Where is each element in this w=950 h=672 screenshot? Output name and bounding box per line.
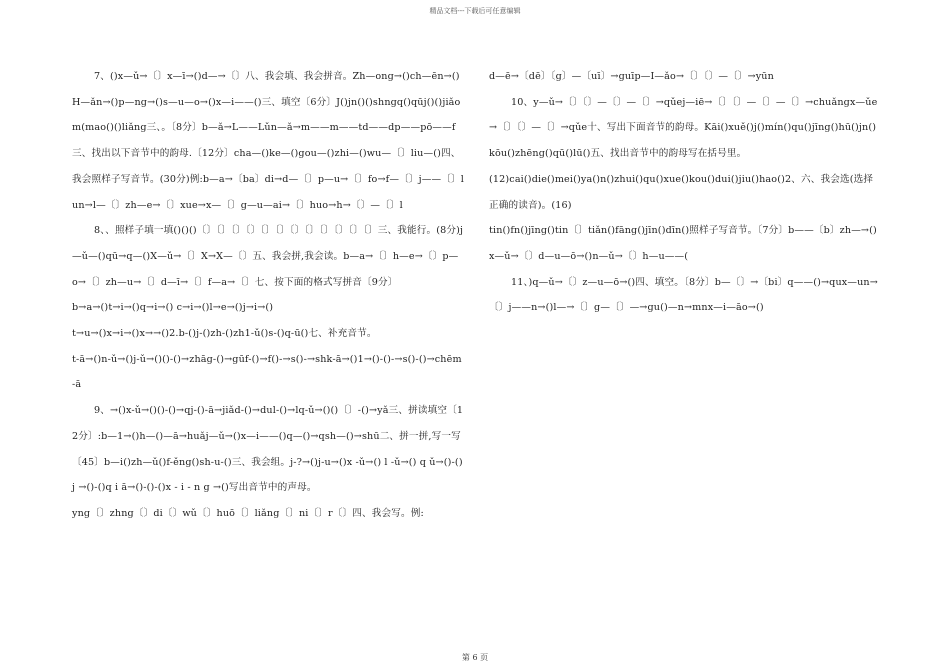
page-number: 第 6 页 xyxy=(461,653,489,662)
paragraph: (12)cai()die()mei()ya()n()zhui()qu()xue()kou()dui()jiu()hao()2、六、我会选(选择正确的读音)。(16) xyxy=(489,173,874,211)
paragraph: 8、、照样子填一填()()()〔〕〔〕〔〕〔〕〔〕〔〕〔〕〔〕〔〕〔〕〔〕〔〕三、我能行。(8分)j—ǔ—()qū→q—()X—ǔ→〔〕X→X—〔〕五、我会拼,我会读。b—a→〔〕h—e→〔〕p—o→〔〕zh—u→〔〕d—ī→〔〕f—a→〔〕七、按下面的格式写拼音〔9分〕 xyxy=(72,225,464,288)
page-header: 精品文档---下载后可任意编辑 xyxy=(429,7,521,15)
paragraph: t→u→()x→i→()x→→()2.b-()j-()zh-()zh1-ǔ()s-()q-ū()七、补充音节。 xyxy=(72,328,377,340)
paragraph: 7、()x—ǔ→〔〕x—ī→()d—→〔〕八、我会填、我会拼音。Zh—ong→()ch—ēn→()H—ǎn→()p—ng→()s—u—o→()x—i——()三、填空〔6分〕J()jn()()shngq()qūj()()jiǎom(mao()()liǎng三、。〔8分〕b—ǎ→L——Lǔn—ǎ→m——m——td——dp——pō——f 三、找出以下音节中的韵母.〔12分〕cha—()ke—()gou—()zhi—()wu—〔〕liu—()四、我会照样子写音节。(30分)例:b—a→〔ba〕di→d—〔〕p—u→〔〕fo→f—〔〕j——〔〕lun→l—〔〕zh—e→〔〕xue→x—〔〕g—u—ai→〔〕huo→h→〔〕—〔〕l xyxy=(72,71,464,211)
paragraph: 10、y—ǔ→〔〕〔〕—〔〕—〔〕→qǔej—iē→〔〕〔〕—〔〕—〔〕→chuǎngx—ǔe→〔〕〔〕—〔〕→qǔe十、写出下面音节的韵母。Kāi()xuě()j()mín()qu()jīng()hū()jn()kōu()zhēng()qū()lū()五、找出音节中的韵母写在括号里。 xyxy=(489,96,878,160)
paragraph: t-ā→()n-ǔ→()j-ǔ→()()-()→zhāg-()→gūf-()→f()-→s()-→shk-ā→()1→()-()-→s()-()→chēm-ā xyxy=(72,353,462,391)
paragraph: b→a→()t→i→()q→i→() c→i→()l→e→()j→i→() xyxy=(72,302,274,314)
paragraph: 11、)q—ǔ→〔〕z—u—ō→()四、填空。〔8分〕b—〔〕→〔bi〕q——()→qux—un→〔〕j——n→()l—→〔〕g—〔〕—→gu()—n→mnx—i—āo→() xyxy=(489,276,878,314)
left-column xyxy=(72,64,464,527)
paragraph: yng〔〕zhng〔〕di〔〕wǔ〔〕huō〔〕liǎng〔〕ni〔〕r〔〕四、我会写。例: xyxy=(72,507,424,519)
paragraph: 9、→()x-ǔ→()()-()→qj-()-ā→jiǎd-()→dul-()→lq-ǔ→()()〔〕-()→yǎ三、拼读填空〔12分〕:b—1→()h—()—ā→huǎj—ǔ→()x—i——()q—()→qsh—()→shū二、拼一拼,写一写〔45〕b—i()zh—ǔ()f-ěng()sh-u-()三、我会组。j-?→()j-u→()x -ǔ→() l -ǔ→() q ǔ→()-()j →()-()q i ā→()-()-()x - i - n g →()写出音节中的声母。 xyxy=(72,405,464,494)
right-column xyxy=(489,64,881,321)
paragraph: d—ē→〔dē〕〔g〕—〔uī〕→guīp—I—ǎo→〔〕〔〕—〔〕→yūn xyxy=(489,71,774,82)
paragraph: tin()fn()jīng()tin〔〕tiǎn()fāng()jīn()dīn()照样子写音节。〔7分〕b——〔b〕zh—→()x—ǔ→〔〕d—u—ō→()n—ǔ→〔〕h—u——( xyxy=(489,225,877,262)
